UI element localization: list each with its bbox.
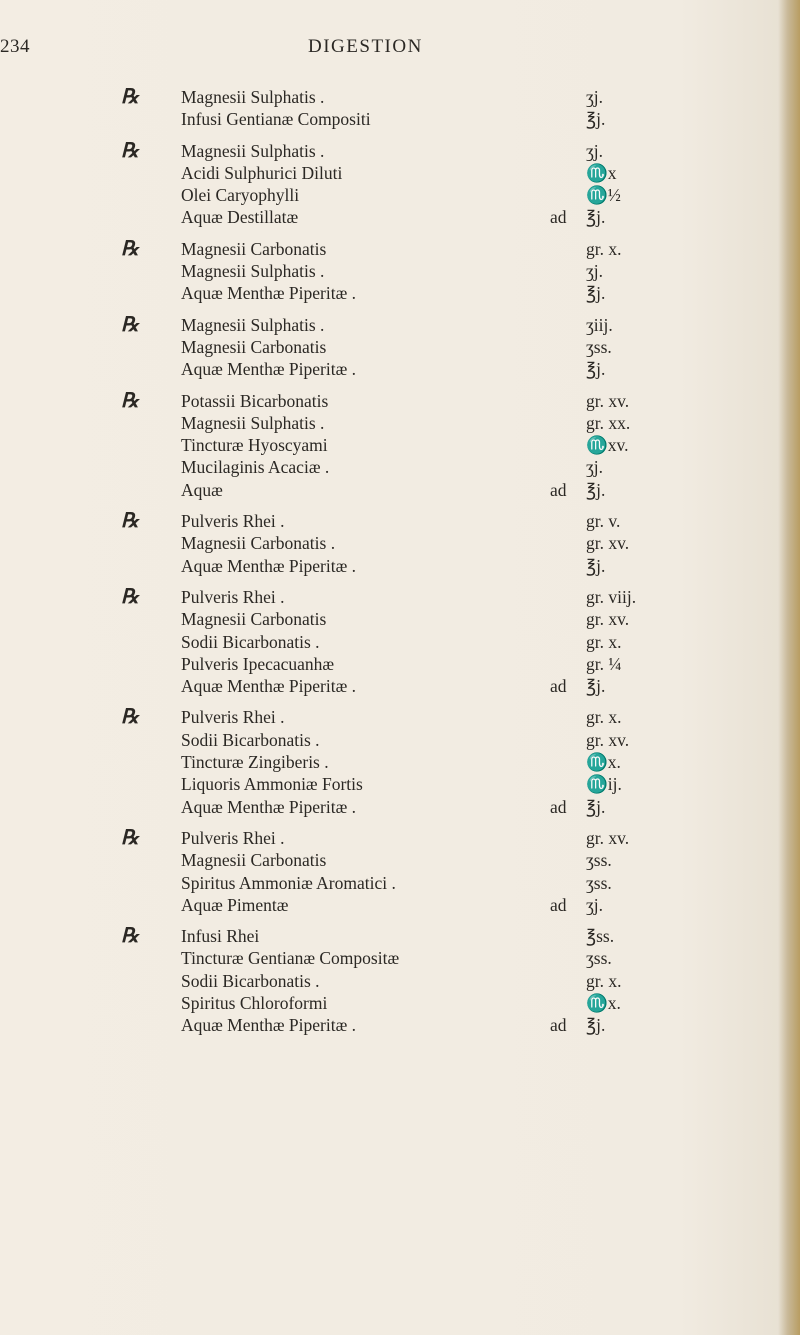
ingredient-name: Olei Caryophylli <box>181 185 300 206</box>
ingredient-name: Magnesii Sulphatis . <box>181 87 325 107</box>
prescription-block <box>0 706 800 817</box>
ingredient-name: Pulveris Rhei . <box>181 707 285 728</box>
ingredient-quantity: ℥j. <box>586 207 606 228</box>
prescription-block <box>0 238 800 305</box>
prescription-block <box>0 86 800 131</box>
page-number: 234 <box>0 36 30 57</box>
ingredient-quantity: gr. xv. <box>586 390 630 411</box>
ad-marker: ad <box>550 894 567 915</box>
ingredient-row <box>0 706 800 728</box>
ingredient-quantity: gr. xv. <box>586 533 630 554</box>
ingredient-name: Sodii Bicarbonatis . <box>181 970 320 991</box>
ingredient-name: Liquoris Ammoniæ Fortis <box>181 774 363 795</box>
ingredient-name: Sodii Bicarbonatis . <box>181 631 320 652</box>
ingredient-row <box>0 970 800 992</box>
ingredient-quantity: ʒss. <box>586 872 612 893</box>
ad-marker: ad <box>550 207 567 228</box>
ingredient-name: Sodii Bicarbonatis . <box>181 729 320 750</box>
prescription-block <box>0 314 800 381</box>
ingredient-quantity: ♏x. <box>586 752 621 773</box>
recipe-symbol: ℞ <box>121 139 139 162</box>
ad-marker: ad <box>550 796 567 817</box>
ingredient-row <box>0 773 800 795</box>
ingredient-name: Magnesii Carbonatis <box>181 336 327 357</box>
ad-marker: ad <box>550 676 567 697</box>
ingredient-row <box>0 358 800 380</box>
ingredient-quantity: ℥j. <box>586 676 606 697</box>
ingredient-row <box>0 653 800 675</box>
ingredient-name: Infusi Gentianæ Compositi <box>181 109 371 130</box>
ingredient-name: Tincturæ Zingiberis . <box>181 752 329 773</box>
ingredient-quantity: ʒj. <box>586 87 604 107</box>
ingredient-quantity: ℥j. <box>586 479 606 500</box>
ingredient-row <box>0 456 800 478</box>
ingredient-quantity: ℥j. <box>586 555 606 576</box>
ingredient-quantity: ℥j. <box>586 1015 606 1036</box>
ingredient-row <box>0 238 800 260</box>
ingredient-row <box>0 631 800 653</box>
ingredient-name: Acidi Sulphurici Diluti <box>181 162 343 183</box>
ingredient-name: Pulveris Ipecacuanhæ <box>181 653 335 674</box>
ingredient-row <box>0 510 800 532</box>
prescription-block <box>0 827 800 916</box>
ingredient-quantity: ʒj. <box>586 140 604 161</box>
ingredient-quantity: gr. v. <box>586 511 621 532</box>
ingredient-row <box>0 947 800 969</box>
ingredient-quantity: ʒj. <box>586 261 604 282</box>
ingredient-quantity: gr. xv. <box>586 609 630 630</box>
ingredient-quantity: gr. ¼ <box>586 653 622 674</box>
ingredient-quantity: ʒss. <box>586 336 612 357</box>
ingredient-name: Pulveris Rhei . <box>181 511 285 532</box>
ingredient-row <box>0 751 800 773</box>
prescription-block <box>0 510 800 577</box>
ingredient-row <box>0 140 800 162</box>
ingredient-row <box>0 827 800 849</box>
ingredient-name: Infusi Rhei <box>181 926 260 947</box>
ingredient-quantity: gr. xx. <box>586 412 631 433</box>
ingredient-row <box>0 282 800 304</box>
ingredient-quantity: ℥j. <box>586 796 606 817</box>
ingredient-quantity: ʒss. <box>586 948 612 969</box>
ingredient-quantity: ʒj. <box>586 894 604 915</box>
ingredient-quantity: ℥ss. <box>586 926 615 947</box>
ingredient-name: Spiritus Chloroformi <box>181 992 328 1013</box>
ingredient-row <box>0 872 800 894</box>
ingredient-name: Pulveris Rhei . <box>181 827 285 848</box>
recipe-symbol: ℞ <box>121 313 139 336</box>
ingredient-row <box>0 729 800 751</box>
ingredient-row <box>0 992 800 1014</box>
ingredient-row <box>0 108 800 130</box>
ingredient-quantity: ℥j. <box>586 283 606 304</box>
ingredient-row <box>0 206 800 228</box>
ingredient-quantity: gr. x. <box>586 238 622 259</box>
ingredient-quantity: ʒss. <box>586 850 612 871</box>
prescription-block <box>0 390 800 501</box>
ingredient-name: Aquæ Menthæ Piperitæ . <box>181 1015 357 1036</box>
prescription-block <box>0 140 800 229</box>
ingredient-name: Magnesii Carbonatis <box>181 238 327 259</box>
ingredient-row <box>0 796 800 818</box>
ingredient-row <box>0 162 800 184</box>
ingredient-name: Pulveris Rhei . <box>181 586 285 607</box>
ingredient-quantity: ♏x. <box>586 992 621 1013</box>
recipe-symbol: ℞ <box>121 237 139 260</box>
ingredient-row <box>0 434 800 456</box>
recipe-symbol: ℞ <box>121 585 139 608</box>
recipe-symbol: ℞ <box>121 86 139 108</box>
ingredient-quantity: ♏½ <box>586 185 621 206</box>
ingredient-quantity: ♏ij. <box>586 774 622 795</box>
recipe-symbol: ℞ <box>121 510 139 533</box>
ingredient-quantity: ℥j. <box>586 109 606 130</box>
ingredient-row <box>0 608 800 630</box>
ingredient-name: Magnesii Carbonatis . <box>181 533 336 554</box>
ingredient-name: Aquæ Menthæ Piperitæ . <box>181 555 357 576</box>
ingredient-row <box>0 314 800 336</box>
ingredient-quantity: ʒj. <box>586 457 604 478</box>
ingredient-name: Aquæ Menthæ Piperitæ . <box>181 359 357 380</box>
recipe-symbol: ℞ <box>121 389 139 412</box>
ingredient-name: Magnesii Carbonatis <box>181 850 327 871</box>
ingredient-quantity: gr. xv. <box>586 729 630 750</box>
ingredient-name: Aquæ <box>181 479 223 500</box>
page-header <box>0 36 800 66</box>
ingredient-row <box>0 894 800 916</box>
recipe-symbol: ℞ <box>121 925 139 948</box>
recipe-symbol: ℞ <box>121 826 139 849</box>
ingredient-quantity: gr. viij. <box>586 586 637 607</box>
ingredient-row <box>0 586 800 608</box>
ingredient-row <box>0 849 800 871</box>
ingredient-row <box>0 925 800 947</box>
ingredient-row <box>0 479 800 501</box>
ingredient-quantity: gr. xv. <box>586 827 630 848</box>
ingredient-name: Magnesii Sulphatis . <box>181 261 325 282</box>
ingredient-name: Magnesii Carbonatis <box>181 609 327 630</box>
ingredient-quantity: ♏x <box>586 162 617 183</box>
ad-marker: ad <box>550 1015 567 1036</box>
ingredient-row <box>0 86 800 108</box>
ingredient-row <box>0 532 800 554</box>
ingredient-row <box>0 1014 800 1036</box>
ingredient-name: Aquæ Menthæ Piperitæ . <box>181 676 357 697</box>
ingredient-row <box>0 555 800 577</box>
ingredient-quantity: gr. x. <box>586 631 622 652</box>
ingredient-name: Magnesii Sulphatis . <box>181 412 325 433</box>
ingredient-row <box>0 412 800 434</box>
ingredient-row <box>0 260 800 282</box>
ad-marker: ad <box>550 479 567 500</box>
ingredient-quantity: gr. x. <box>586 707 622 728</box>
ingredient-name: Aquæ Pimentæ <box>181 894 289 915</box>
prescription-block <box>0 586 800 697</box>
recipe-symbol: ℞ <box>121 706 139 729</box>
ingredient-name: Mucilaginis Acaciæ . <box>181 457 330 478</box>
ingredient-row <box>0 336 800 358</box>
prescription-block <box>0 925 800 1036</box>
ingredient-name: Magnesii Sulphatis . <box>181 140 325 161</box>
ingredient-quantity: ℥j. <box>586 359 606 380</box>
ingredient-name: Spiritus Ammoniæ Aromatici . <box>181 872 396 893</box>
ingredient-row <box>0 390 800 412</box>
ingredient-name: Magnesii Sulphatis . <box>181 314 325 335</box>
ingredient-name: Tincturæ Gentianæ Compositæ <box>181 948 400 969</box>
ingredient-name: Potassii Bicarbonatis <box>181 390 329 411</box>
ingredient-row <box>0 675 800 697</box>
running-head: DIGESTION <box>308 36 423 57</box>
ingredient-name: Aquæ Menthæ Piperitæ . <box>181 796 357 817</box>
ingredient-quantity: gr. x. <box>586 970 622 991</box>
ingredient-name: Aquæ Menthæ Piperitæ . <box>181 283 357 304</box>
ingredient-name: Aquæ Destillatæ <box>181 207 299 228</box>
ingredient-quantity: ♏xv. <box>586 435 629 456</box>
ingredient-row <box>0 184 800 206</box>
ingredient-quantity: ʒiij. <box>586 314 613 335</box>
prescription-list <box>0 86 800 1046</box>
ingredient-name: Tincturæ Hyoscyami <box>181 435 328 456</box>
